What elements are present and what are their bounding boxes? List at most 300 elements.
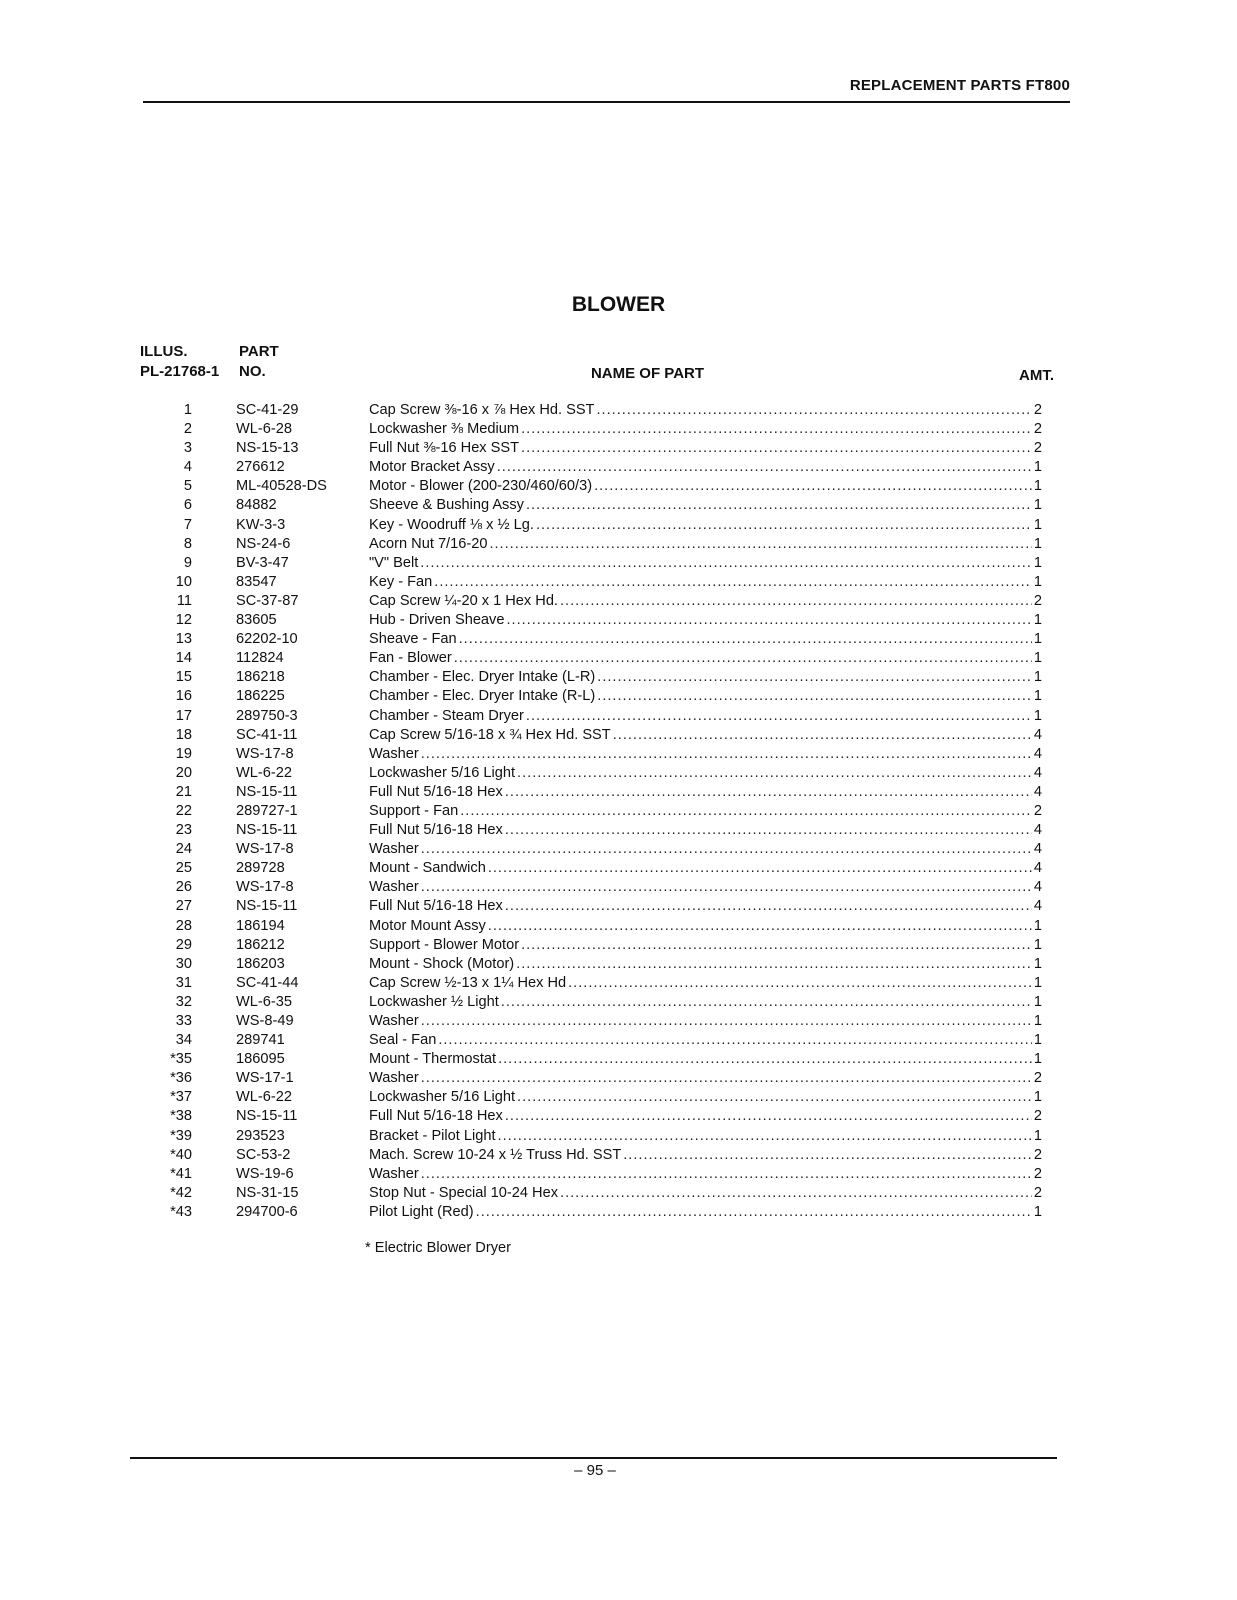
part-number: NS-15-11 — [236, 898, 298, 915]
part-number: WS-19-6 — [236, 1165, 294, 1182]
amount: 2 — [1033, 421, 1042, 438]
part-name: Full Nut 5/16-18 Hex — [369, 1108, 503, 1125]
part-number: 289741 — [236, 1032, 285, 1049]
part-name: Key - Woodruff ⅛ x ½ Lg. — [369, 516, 534, 533]
part-name: Motor - Blower (200-230/460/60/3) — [369, 478, 593, 495]
amount: 4 — [1033, 764, 1042, 781]
part-number: NS-24-6 — [236, 535, 291, 552]
part-name: Motor Bracket Assy — [369, 459, 495, 476]
illus-number: 28 — [175, 917, 192, 934]
amount: 1 — [1033, 1013, 1042, 1029]
table-row — [150, 897, 1050, 916]
part-name: Chamber - Elec. Dryer Intake (L-R) — [369, 669, 596, 686]
amount: 2 — [1033, 1165, 1042, 1182]
part-name: Lockwasher 5/16 Light — [369, 1089, 516, 1106]
illus-number: *36 — [170, 1070, 192, 1087]
illus-number: 7 — [183, 516, 192, 533]
table-row — [150, 458, 1050, 477]
illus-number: 31 — [175, 974, 192, 991]
dot-leader — [526, 707, 1032, 726]
amount: 1 — [1033, 612, 1042, 629]
amount: 1 — [1033, 955, 1042, 972]
amount: 2 — [1033, 802, 1042, 819]
amount: 1 — [1033, 993, 1042, 1010]
table-row — [150, 859, 1050, 878]
illus-number: 4 — [183, 459, 192, 476]
illus-number: 14 — [175, 650, 192, 667]
table-row — [150, 573, 1050, 592]
amount: 1 — [1033, 936, 1042, 953]
illus-number: 18 — [175, 726, 192, 743]
amount: 1 — [1033, 917, 1042, 934]
amount: 1 — [1033, 1032, 1042, 1049]
illus-number: 17 — [175, 707, 192, 724]
part-name-line — [369, 707, 1042, 726]
part-name: Washer — [369, 1013, 419, 1029]
table-row — [150, 917, 1050, 936]
table-row — [150, 649, 1050, 668]
table-row — [150, 535, 1050, 554]
dot-leader — [506, 611, 1031, 630]
dot-leader — [613, 726, 1032, 745]
table-row — [150, 1031, 1050, 1050]
part-number: SC-41-44 — [236, 974, 299, 991]
part-number: 83605 — [236, 612, 277, 629]
part-number: WS-17-1 — [236, 1070, 294, 1087]
part-name: Lockwasher ⅜ Medium — [369, 421, 520, 438]
illus-number: *40 — [170, 1146, 192, 1163]
dot-leader — [421, 745, 1032, 764]
dot-leader — [498, 1050, 1032, 1069]
part-name: Hub - Driven Sheave — [369, 612, 505, 629]
part-name-line — [369, 1050, 1042, 1069]
dot-leader — [521, 420, 1032, 439]
part-name-line — [369, 878, 1042, 897]
dot-leader — [505, 1107, 1032, 1126]
illus-number: 32 — [175, 993, 192, 1010]
table-row — [150, 516, 1050, 535]
dot-leader — [498, 1127, 1032, 1146]
table-row — [150, 668, 1050, 687]
dot-leader — [421, 1165, 1032, 1184]
illus-number: 11 — [176, 592, 192, 609]
part-header-line2: NO. — [239, 363, 266, 380]
dot-leader — [420, 554, 1032, 573]
part-name: Full Nut 5/16-18 Hex — [369, 783, 503, 800]
part-name-line — [369, 1165, 1042, 1184]
illus-number: 6 — [183, 497, 192, 514]
illus-header-line1: ILLUS. — [140, 343, 188, 360]
table-row — [150, 1184, 1050, 1203]
part-name-line — [369, 1088, 1042, 1107]
part-name: Lockwasher 5/16 Light — [369, 764, 516, 781]
dot-leader — [488, 859, 1032, 878]
illus-number: 22 — [175, 802, 192, 819]
table-row — [150, 783, 1050, 802]
illus-number: 33 — [175, 1013, 192, 1029]
footnote: * Electric Blower Dryer — [365, 1240, 511, 1256]
part-name: Bracket - Pilot Light — [369, 1127, 496, 1144]
part-name-line — [369, 1127, 1042, 1146]
part-number: WL-6-28 — [236, 421, 292, 438]
part-number: SC-41-11 — [236, 726, 298, 743]
part-name-line — [369, 764, 1042, 783]
dot-leader — [623, 1146, 1032, 1165]
table-row — [150, 726, 1050, 745]
table-row — [150, 745, 1050, 764]
part-name-line — [369, 897, 1042, 916]
illus-number: 1 — [183, 402, 192, 418]
illus-header-line2: PL-21768-1 — [140, 363, 220, 380]
table-row — [150, 496, 1050, 515]
header-title: REPLACEMENT PARTS FT800 — [849, 77, 1070, 94]
table-row — [150, 840, 1050, 859]
illus-number: *41 — [170, 1165, 192, 1182]
illus-number: 27 — [175, 898, 192, 915]
part-number: WS-17-8 — [236, 841, 294, 858]
part-name: Mount - Shock (Motor) — [369, 955, 515, 972]
part-name: Key - Fan — [369, 573, 433, 590]
illus-number: 9 — [183, 554, 192, 571]
dot-leader — [597, 668, 1032, 687]
part-number: NS-15-11 — [236, 1108, 298, 1125]
part-number: 186212 — [236, 936, 285, 953]
illus-number: 13 — [175, 631, 192, 648]
part-name: Support - Blower Motor — [369, 936, 520, 953]
column-header-amt: AMT. — [1019, 367, 1054, 384]
column-header-name: NAME OF PART — [590, 365, 705, 382]
table-row — [150, 1069, 1050, 1088]
part-name: Washer — [369, 879, 419, 896]
dot-leader — [597, 687, 1032, 706]
part-name-line — [369, 439, 1042, 458]
part-number: NS-15-11 — [236, 783, 298, 800]
table-row — [150, 764, 1050, 783]
table-row — [150, 1012, 1050, 1031]
part-name: Cap Screw ⅜-16 x ⅞ Hex Hd. SST — [369, 402, 595, 418]
part-name-line — [369, 420, 1042, 439]
table-row — [150, 1050, 1050, 1069]
illus-number: 15 — [175, 669, 192, 686]
part-number: 289750-3 — [236, 707, 298, 724]
part-name-line — [369, 1012, 1042, 1031]
part-number: WL-6-35 — [236, 993, 292, 1010]
dot-leader — [489, 535, 1031, 554]
amount: 4 — [1033, 860, 1042, 877]
part-name: Cap Screw ¼-20 x 1 Hex Hd. — [369, 592, 558, 609]
amount: 1 — [1033, 669, 1042, 686]
dot-leader — [505, 783, 1032, 802]
part-name: Pilot Light (Red) — [369, 1203, 474, 1220]
part-number: 112824 — [236, 650, 284, 667]
illus-number: 5 — [183, 478, 192, 495]
dot-leader — [560, 1184, 1032, 1203]
part-name-line — [369, 668, 1042, 687]
part-number: BV-3-47 — [236, 554, 289, 571]
table-row — [150, 1165, 1050, 1184]
part-name: Lockwasher ½ Light — [369, 993, 499, 1010]
dot-leader — [560, 592, 1032, 611]
part-name: Cap Screw 5/16-18 x ¾ Hex Hd. SST — [369, 726, 611, 743]
illus-number: 20 — [175, 764, 192, 781]
part-name: Mount - Sandwich — [369, 860, 486, 877]
part-name: Seal - Fan — [369, 1032, 437, 1049]
table-row — [150, 1107, 1050, 1126]
part-name-line — [369, 401, 1042, 420]
part-name: Mach. Screw 10-24 x ½ Truss Hd. SST — [369, 1146, 622, 1163]
dot-leader — [459, 630, 1032, 649]
dot-leader — [516, 955, 1032, 974]
part-name-line — [369, 974, 1042, 993]
table-row — [150, 802, 1050, 821]
dot-leader — [421, 840, 1032, 859]
table-row — [150, 1127, 1050, 1146]
part-name: Fan - Blower — [369, 650, 452, 667]
illus-number: 34 — [175, 1032, 192, 1049]
part-name-line — [369, 477, 1042, 496]
part-name-line — [369, 745, 1042, 764]
dot-leader — [517, 764, 1032, 783]
part-number: WL-6-22 — [236, 1089, 292, 1106]
illus-number: *39 — [170, 1127, 192, 1144]
part-name-line — [369, 554, 1042, 573]
amount: 2 — [1033, 1108, 1042, 1125]
table-row — [150, 955, 1050, 974]
part-name-line — [369, 917, 1042, 936]
part-name: Chamber - Steam Dryer — [369, 707, 524, 724]
part-name-line — [369, 840, 1042, 859]
part-name-line — [369, 821, 1042, 840]
part-header-line1: PART — [239, 343, 279, 360]
part-name-line — [369, 1107, 1042, 1126]
part-number: 186203 — [236, 955, 285, 972]
illus-number: 25 — [175, 860, 192, 877]
table-row — [150, 592, 1050, 611]
part-name-line — [369, 611, 1042, 630]
amount: 1 — [1033, 1051, 1042, 1068]
table-row — [150, 1088, 1050, 1107]
table-row — [150, 821, 1050, 840]
amount: 2 — [1033, 1184, 1042, 1201]
dot-leader — [536, 516, 1032, 535]
table-row — [150, 687, 1050, 706]
dot-leader — [568, 974, 1032, 993]
illus-number: 16 — [175, 688, 192, 705]
parts-table — [150, 401, 1050, 1222]
header-rule — [143, 101, 1070, 103]
part-name-line — [369, 516, 1042, 535]
part-name-line — [369, 592, 1042, 611]
part-name: Stop Nut - Special 10-24 Hex — [369, 1184, 559, 1201]
table-row — [150, 477, 1050, 496]
dot-leader — [421, 1012, 1032, 1031]
illus-number: *35 — [170, 1051, 192, 1068]
part-name: Sheave - Fan — [369, 631, 457, 648]
part-name-line — [369, 859, 1042, 878]
dot-leader — [476, 1203, 1032, 1222]
dot-leader — [521, 936, 1032, 955]
illus-number: 19 — [175, 745, 192, 762]
page-number: – 95 – — [574, 1462, 616, 1479]
part-name-line — [369, 1069, 1042, 1088]
amount: 1 — [1033, 707, 1042, 724]
amount: 1 — [1033, 478, 1042, 495]
part-name: Washer — [369, 745, 419, 762]
illus-number: *38 — [170, 1108, 192, 1125]
table-row — [150, 439, 1050, 458]
part-number: 289728 — [236, 860, 285, 877]
table-row — [150, 401, 1050, 420]
part-name-line — [369, 1031, 1042, 1050]
part-number: SC-53-2 — [236, 1146, 291, 1163]
illus-number: *37 — [170, 1089, 192, 1106]
amount: 4 — [1033, 726, 1042, 743]
illus-number: 8 — [183, 535, 192, 552]
part-number: 186218 — [236, 669, 285, 686]
amount: 1 — [1033, 650, 1042, 667]
part-name-line — [369, 630, 1042, 649]
illus-number: 23 — [175, 822, 192, 839]
part-name-line — [369, 496, 1042, 515]
part-name-line — [369, 802, 1042, 821]
part-number: 186225 — [236, 688, 285, 705]
part-number: 293523 — [236, 1127, 285, 1144]
illus-number: 3 — [183, 440, 192, 457]
amount: 2 — [1033, 402, 1042, 418]
amount: 1 — [1033, 1127, 1042, 1144]
amount: 2 — [1033, 440, 1042, 457]
illus-number: 10 — [175, 573, 192, 590]
dot-leader — [521, 439, 1032, 458]
part-name-line — [369, 649, 1042, 668]
dot-leader — [501, 993, 1032, 1012]
amount: 4 — [1033, 745, 1042, 762]
part-number: WS-17-8 — [236, 745, 294, 762]
part-number: ML-40528-DS — [236, 478, 327, 495]
part-name-line — [369, 1146, 1042, 1165]
part-number: 186095 — [236, 1051, 285, 1068]
part-name: Motor Mount Assy — [369, 917, 486, 934]
part-name: Full Nut 5/16-18 Hex — [369, 822, 503, 839]
part-name-line — [369, 783, 1042, 802]
part-number: 276612 — [236, 459, 285, 476]
illus-number: 21 — [175, 783, 192, 800]
amount: 4 — [1033, 822, 1042, 839]
table-row — [150, 420, 1050, 439]
amount: 1 — [1033, 688, 1042, 705]
amount: 1 — [1033, 1203, 1042, 1220]
amount: 1 — [1033, 974, 1042, 991]
part-number: SC-41-29 — [236, 402, 299, 418]
part-number: 83547 — [236, 573, 277, 590]
illus-number: 26 — [175, 879, 192, 896]
dot-leader — [517, 1088, 1032, 1107]
dot-leader — [596, 401, 1031, 420]
part-number: SC-37-87 — [236, 592, 299, 609]
table-row — [150, 611, 1050, 630]
table-row — [150, 974, 1050, 993]
illus-number: 12 — [175, 612, 192, 629]
table-row — [150, 993, 1050, 1012]
table-row — [150, 707, 1050, 726]
part-name: Cap Screw ½-13 x 1¼ Hex Hd — [369, 974, 567, 991]
dot-leader — [505, 897, 1032, 916]
table-row — [150, 936, 1050, 955]
part-name: Washer — [369, 841, 419, 858]
dot-leader — [526, 496, 1032, 515]
part-name-line — [369, 1203, 1042, 1222]
footer-rule — [130, 1457, 1057, 1459]
illus-number: *42 — [170, 1184, 192, 1201]
part-number: NS-15-11 — [236, 822, 298, 839]
table-row — [150, 630, 1050, 649]
part-name-line — [369, 687, 1042, 706]
illus-number: 29 — [175, 936, 192, 953]
table-row — [150, 878, 1050, 897]
amount: 4 — [1033, 783, 1042, 800]
part-name: Chamber - Elec. Dryer Intake (R-L) — [369, 688, 596, 705]
part-number: 62202-10 — [236, 631, 298, 648]
part-number: KW-3-3 — [236, 516, 286, 533]
part-name: Full Nut ⅜-16 Hex SST — [369, 440, 520, 457]
part-name-line — [369, 573, 1042, 592]
amount: 2 — [1033, 1146, 1042, 1163]
table-row — [150, 1146, 1050, 1165]
amount: 4 — [1033, 898, 1042, 915]
part-number: WL-6-22 — [236, 764, 292, 781]
dot-leader — [594, 477, 1032, 496]
part-name: Washer — [369, 1165, 419, 1182]
part-name-line — [369, 535, 1042, 554]
amount: 1 — [1033, 1089, 1042, 1106]
amount: 2 — [1033, 1070, 1042, 1087]
part-name-line — [369, 1184, 1042, 1203]
illus-number: 24 — [175, 841, 192, 858]
dot-leader — [497, 458, 1032, 477]
part-name-line — [369, 458, 1042, 477]
amount: 1 — [1033, 497, 1042, 514]
part-name: Acorn Nut 7/16-20 — [369, 535, 488, 552]
part-name: Mount - Thermostat — [369, 1051, 497, 1068]
part-number: 294700-6 — [236, 1203, 298, 1220]
illus-number: 2 — [183, 421, 192, 438]
amount: 2 — [1033, 592, 1042, 609]
part-name-line — [369, 993, 1042, 1012]
amount: 1 — [1033, 573, 1042, 590]
part-name-line — [369, 726, 1042, 745]
amount: 4 — [1033, 879, 1042, 896]
section-title: BLOWER — [571, 293, 666, 316]
amount: 1 — [1033, 459, 1042, 476]
part-number: NS-31-15 — [236, 1184, 299, 1201]
table-row — [150, 554, 1050, 573]
dot-leader — [460, 802, 1032, 821]
part-name: Full Nut 5/16-18 Hex — [369, 898, 503, 915]
illus-number: 30 — [175, 955, 192, 972]
part-name: Support - Fan — [369, 802, 459, 819]
illus-number: *43 — [170, 1203, 192, 1220]
dot-leader — [505, 821, 1032, 840]
dot-leader — [434, 573, 1032, 592]
part-number: 289727-1 — [236, 802, 298, 819]
dot-leader — [488, 917, 1032, 936]
amount: 1 — [1033, 631, 1042, 648]
amount: 1 — [1033, 535, 1042, 552]
part-name-line — [369, 955, 1042, 974]
part-number: 186194 — [236, 917, 285, 934]
table-row — [150, 1203, 1050, 1222]
dot-leader — [438, 1031, 1032, 1050]
